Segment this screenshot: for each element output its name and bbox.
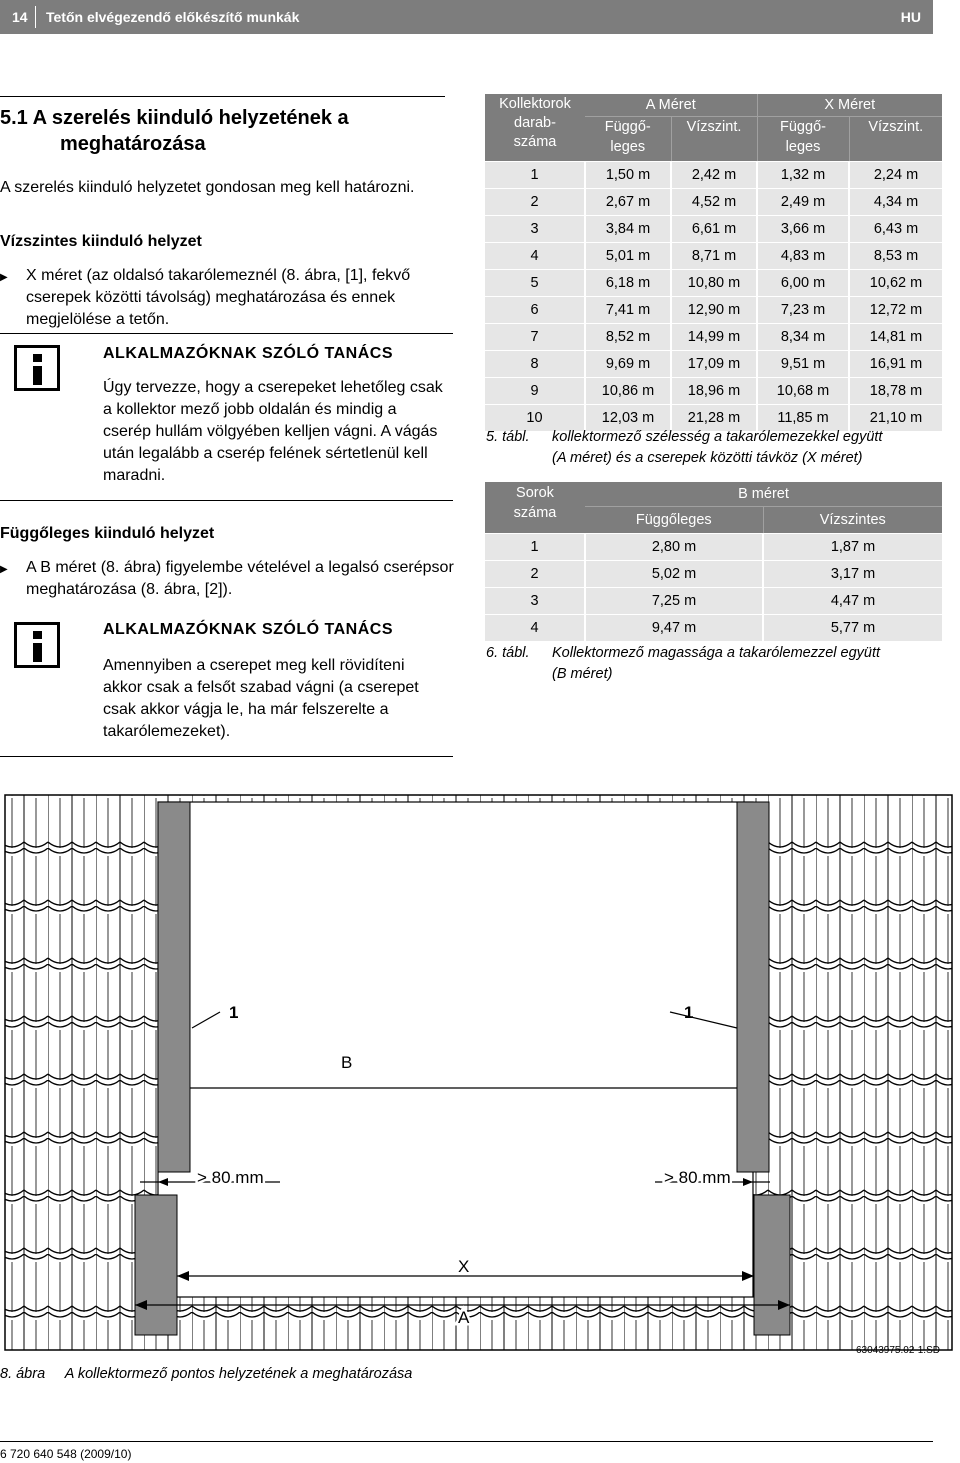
table-cell: 4 bbox=[485, 615, 585, 642]
table-cell: 6 bbox=[485, 297, 585, 324]
header-vertical-x: Függő- leges bbox=[757, 117, 849, 162]
roof-figure bbox=[0, 790, 960, 1370]
table-cell: 10,62 m bbox=[849, 270, 942, 297]
table-cell: 8,34 m bbox=[757, 324, 849, 351]
table-row bbox=[485, 615, 942, 642]
table-cell: 2,67 m bbox=[585, 189, 671, 216]
table-header-row bbox=[485, 94, 942, 117]
horizontal-bullet: ▶ X méret (az oldalsó takarólemeznél (8. ábra, [1], fekvő cserepek közötti távolság) meghatározása és ennek megjelölése a tetőn. bbox=[0, 265, 456, 331]
header-horizontal-a: Vízszint. bbox=[671, 117, 757, 162]
table-cell: 4 bbox=[485, 243, 585, 270]
table-row bbox=[485, 243, 942, 270]
table-cell: 1 bbox=[485, 534, 585, 561]
table-cell: 17,09 m bbox=[671, 351, 757, 378]
table-row bbox=[485, 162, 942, 189]
table-row bbox=[485, 216, 942, 243]
table-cell: 14,81 m bbox=[849, 324, 942, 351]
table-cell: 9 bbox=[485, 378, 585, 405]
intro-text: A szerelés kiinduló helyzetet gondosan meg kell határozni. bbox=[0, 179, 415, 196]
label-1-right: 1 bbox=[684, 1003, 694, 1022]
header-language: HU bbox=[900, 9, 921, 25]
tip1-top-rule bbox=[0, 333, 453, 334]
table-row bbox=[485, 297, 942, 324]
table-cell: 2,42 m bbox=[671, 162, 757, 189]
footer-rule bbox=[0, 1441, 933, 1442]
table-collector-width bbox=[485, 94, 942, 432]
table-cell: 2 bbox=[485, 561, 585, 588]
footer-doc-number: 6 720 640 548 (2009/10) bbox=[0, 1447, 132, 1461]
header-separator bbox=[35, 6, 36, 28]
table-cell: 6,18 m bbox=[585, 270, 671, 297]
section-heading-line1: 5.1 A szerelés kiinduló helyzetének a bbox=[0, 107, 349, 129]
table-cell: 10,68 m bbox=[757, 378, 849, 405]
table-cell: 2,24 m bbox=[849, 162, 942, 189]
table-cell: 8,53 m bbox=[849, 243, 942, 270]
horizontal-title: Vízszintes kiinduló helyzet bbox=[0, 233, 202, 250]
table-cell: 9,69 m bbox=[585, 351, 671, 378]
tip1-bottom-rule bbox=[0, 500, 453, 501]
table-cell: 12,90 m bbox=[671, 297, 757, 324]
right-cover-strip bbox=[737, 802, 769, 1172]
section-rule bbox=[0, 96, 445, 97]
label-80-right: > 80 mm bbox=[664, 1168, 731, 1187]
info-icon bbox=[14, 622, 60, 668]
table-cell: 9,47 m bbox=[585, 615, 763, 642]
table-row bbox=[485, 270, 942, 297]
table-cell: 7,41 m bbox=[585, 297, 671, 324]
table-cell: 7,23 m bbox=[757, 297, 849, 324]
left-cover-strip bbox=[158, 802, 190, 1172]
table-cell: 4,52 m bbox=[671, 189, 757, 216]
table-cell: 2,49 m bbox=[757, 189, 849, 216]
table-cell: 12,03 m bbox=[585, 405, 671, 432]
table-cell: 1,50 m bbox=[585, 162, 671, 189]
table-cell: 1,87 m bbox=[763, 534, 942, 561]
header-title: Tetőn elvégezendő előkészítő munkák bbox=[46, 9, 300, 25]
table5-caption-text: kollektormező szélesség a takarólemezekkel együtt (A méret) és a cserepek közötti távköz (X méret) bbox=[552, 429, 883, 466]
table-cell: 18,78 m bbox=[849, 378, 942, 405]
table-row bbox=[485, 189, 942, 216]
table-cell: 10,86 m bbox=[585, 378, 671, 405]
vertical-bullet: ▶ A B méret (8. ábra) figyelembe vételével a legalsó cserépsor meghatározása (8. ábra, [2]). bbox=[0, 557, 466, 601]
table-cell: 3 bbox=[485, 588, 585, 615]
left-cover-bottom bbox=[135, 1195, 177, 1335]
table-row bbox=[485, 324, 942, 351]
header-a-size: A Méret bbox=[585, 94, 757, 117]
table-cell: 18,96 m bbox=[671, 378, 757, 405]
table-header-row bbox=[485, 482, 942, 507]
tip1-title: ALKALMAZÓKNAK SZÓLÓ TANÁCS bbox=[103, 345, 394, 362]
header-horizontal: Vízszintes bbox=[763, 507, 942, 534]
table-cell: 3,17 m bbox=[763, 561, 942, 588]
tip2-text: Amennyiben a cserepet meg kell rövidíteni akkor csak a felsőt szabad vágni (a cserepet csak akkor vágja le, ha már felszerelte a takarólemezeket). bbox=[103, 657, 419, 740]
section-heading bbox=[0, 105, 445, 157]
header-horizontal-x: Vízszint. bbox=[849, 117, 942, 162]
table-cell: 11,85 m bbox=[757, 405, 849, 432]
figure-caption-label: 8. ábra bbox=[0, 1366, 46, 1382]
tip2-bottom-rule bbox=[0, 756, 453, 757]
table-cell: 10 bbox=[485, 405, 585, 432]
table-row bbox=[485, 561, 942, 588]
header-b-size: B méret bbox=[585, 482, 942, 507]
table-cell: 6,61 m bbox=[671, 216, 757, 243]
table-cell: 6,43 m bbox=[849, 216, 942, 243]
right-cover-bottom bbox=[754, 1195, 790, 1335]
label-x: X bbox=[458, 1257, 470, 1276]
table-cell: 14,99 m bbox=[671, 324, 757, 351]
table6-caption-label: 6. tábl. bbox=[486, 645, 530, 661]
table-row bbox=[485, 378, 942, 405]
table-cell: 2 bbox=[485, 189, 585, 216]
table-cell: 5,02 m bbox=[585, 561, 763, 588]
table-cell: 4,83 m bbox=[757, 243, 849, 270]
table-cell: 2,80 m bbox=[585, 534, 763, 561]
table-collector-height bbox=[485, 482, 942, 642]
table-row bbox=[485, 534, 942, 561]
info-icon bbox=[14, 345, 60, 391]
table-cell: 8,52 m bbox=[585, 324, 671, 351]
table-cell: 7 bbox=[485, 324, 585, 351]
table-cell: 4,34 m bbox=[849, 189, 942, 216]
table-cell: 9,51 m bbox=[757, 351, 849, 378]
table-cell: 3,66 m bbox=[757, 216, 849, 243]
table-cell: 5 bbox=[485, 270, 585, 297]
header-rows: Sorok száma bbox=[485, 482, 585, 534]
table-cell: 5,77 m bbox=[763, 615, 942, 642]
table-cell: 16,91 m bbox=[849, 351, 942, 378]
table-cell: 1 bbox=[485, 162, 585, 189]
table-cell: 8 bbox=[485, 351, 585, 378]
header-vertical-a: Függő- leges bbox=[585, 117, 671, 162]
figure-caption bbox=[0, 1366, 412, 1382]
table-cell: 5,01 m bbox=[585, 243, 671, 270]
page-header bbox=[0, 0, 933, 34]
vertical-title: Függőleges kiinduló helyzet bbox=[0, 525, 215, 542]
label-80-left: > 80 mm bbox=[197, 1168, 264, 1187]
table-row bbox=[485, 588, 942, 615]
header-x-size: X Méret bbox=[757, 94, 942, 117]
table-cell: 4,47 m bbox=[763, 588, 942, 615]
collector-field bbox=[158, 802, 753, 1297]
figure-caption-text: A kollektormező pontos helyzetének a meghatározása bbox=[64, 1366, 413, 1382]
tip1-text: Úgy tervezze, hogy a cserepeket lehetőleg csak a kollektor mező jobb oldalán és mindig a cserép hullám völgyében kelljen vágni. A vágás után legalább a cserép felének sértetlenül kell maradni. bbox=[103, 379, 443, 484]
figure-ref-code: 63043975.02-1.SD bbox=[856, 1345, 940, 1356]
table-cell: 7,25 m bbox=[585, 588, 763, 615]
label-b: B bbox=[341, 1053, 353, 1072]
label-1-left: 1 bbox=[229, 1003, 239, 1022]
table-cell: 3 bbox=[485, 216, 585, 243]
table-cell: 6,00 m bbox=[757, 270, 849, 297]
table-cell: 8,71 m bbox=[671, 243, 757, 270]
table-cell: 21,10 m bbox=[849, 405, 942, 432]
table-cell: 10,80 m bbox=[671, 270, 757, 297]
header-vertical: Függőleges bbox=[585, 507, 763, 534]
table-cell: 21,28 m bbox=[671, 405, 757, 432]
table5-caption-label: 5. tábl. bbox=[486, 429, 530, 445]
table-cell: 1,32 m bbox=[757, 162, 849, 189]
page-number: 14 bbox=[12, 9, 28, 25]
table-row bbox=[485, 351, 942, 378]
label-a: A bbox=[458, 1308, 470, 1327]
table-cell: 12,72 m bbox=[849, 297, 942, 324]
section-heading-line2: meghatározása bbox=[60, 133, 206, 155]
tip2-title: ALKALMAZÓKNAK SZÓLÓ TANÁCS bbox=[103, 621, 394, 638]
table6-caption-text: Kollektormező magassága a takarólemezzel együtt (B méret) bbox=[552, 645, 881, 682]
table-cell: 3,84 m bbox=[585, 216, 671, 243]
header-count: Kollektorok darab- száma bbox=[485, 94, 585, 162]
